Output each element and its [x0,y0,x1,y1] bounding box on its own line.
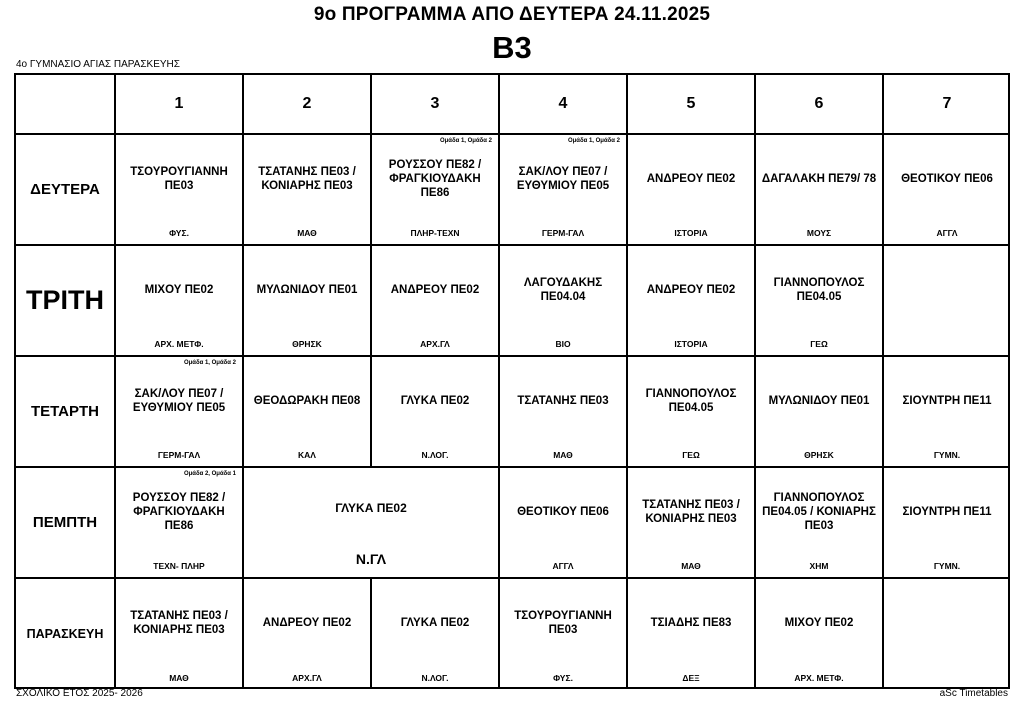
lesson-cell [244,468,500,579]
teacher-name: ΓΙΑΝΝΟΠΟΥΛΟΣ ΠΕ04.05 [773,276,865,303]
subject-code: ΜΑΘ [297,228,317,238]
lesson-cell [628,579,756,689]
subject-code: ΑΡΧ.ΓΛ [292,673,322,683]
subject-code: ΜΑΘ [169,673,189,683]
teacher-name: ΣΑΚ/ΛΟΥ ΠΕ07 / ΕΥΘΥΜΙΟΥ ΠΕ05 [516,165,610,192]
lesson-cell [756,579,884,689]
lesson-cell [884,246,1010,357]
teacher-name: ΓΛΥΚΑ ΠΕ02 [335,500,407,515]
subject-code: ΑΡΧ. ΜΕΤΦ. [794,673,844,683]
lesson-cell [628,135,756,246]
day-name: ΤΕΤΑΡΤΗ [30,403,100,420]
lesson-cell [372,135,500,246]
subject-code: Ν.ΓΛ [355,551,387,567]
teacher-name: ΓΙΑΝΝΟΠΟΥΛΟΣ ΠΕ04.05 [645,387,737,414]
lesson-cell [500,468,628,579]
subject-code: ΒΙΟ [555,339,571,349]
lesson-cell [116,135,244,246]
lesson-cell [244,357,372,468]
teacher-name: ΣΙΟΥΝΤΡΗ ΠΕ11 [902,394,992,407]
day-label-cell [16,357,116,468]
teacher-name: ΤΣΑΤΑΝΗΣ ΠΕ03 / ΚΟΝΙΑΡΗΣ ΠΕ03 [642,498,740,525]
teacher-name: ΑΝΔΡΕΟΥ ΠΕ02 [390,283,480,296]
subject-code: ΔΕΞ [682,673,700,683]
timetable-title: 9ο ΠΡΟΓΡΑΜΜΑ ΑΠΟ ΔΕΥΤΕΡΑ 24.11.2025 [313,4,711,25]
period-header [116,75,244,135]
period-number: 2 [302,95,312,112]
subject-code: ΑΡΧ. ΜΕΤΦ. [154,339,204,349]
subject-code: ΓΕΩ [810,339,828,349]
group-label: Ομάδα 1, Ομάδα 2 [183,360,236,366]
teacher-name: ΛΑΓΟΥΔΑΚΗΣ ΠΕ04.04 [523,276,603,303]
period-header [500,75,628,135]
subject-code: ΙΣΤΟΡΙΑ [674,228,708,238]
lesson-cell [116,468,244,579]
lesson-cell [244,246,372,357]
day-name: ΠΑΡΑΣΚΕΥΗ [26,627,104,641]
period-header [628,75,756,135]
teacher-name: ΜΙΧΟΥ ΠΕ02 [784,617,854,629]
subject-code: ΧΗΜ [809,561,829,571]
lesson-cell [500,357,628,468]
subject-code: ΜΑΘ [553,450,573,460]
subject-code: ΓΕΡΜ-ΓΑΛ [157,450,201,460]
teacher-name [888,246,1006,333]
subject-code: ΑΓΓΛ [552,561,574,571]
lesson-cell [884,135,1010,246]
lesson-cell [628,246,756,357]
subject-code: ΙΣΤΟΡΙΑ [674,339,708,349]
teacher-name: ΡΟΥΣΣΟΥ ΠΕ82 / ΦΡΑΓΚΙΟΥΔΑΚΗ ΠΕ86 [388,158,482,199]
lesson-cell [372,579,500,689]
teacher-name: ΑΝΔΡΕΟΥ ΠΕ02 [262,617,352,629]
school-name: 4ο ΓΥΜΝΑΣΙΟ ΑΓΙΑΣ ΠΑΡΑΣΚΕΥΗΣ [16,59,180,70]
period-header [372,75,500,135]
teacher-name: ΓΛΥΚΑ ΠΕ02 [400,617,470,629]
teacher-name: ΣΙΟΥΝΤΡΗ ΠΕ11 [902,505,992,518]
lesson-cell [756,357,884,468]
lesson-cell [500,135,628,246]
lesson-cell [756,468,884,579]
subject-code: ΤΕΧΝ- ΠΛΗΡ [153,561,205,571]
group-label: Ομάδα 1, Ομάδα 2 [567,138,620,144]
lesson-cell [372,246,500,357]
lesson-cell [884,579,1010,689]
teacher-name [888,579,1006,667]
day-name: ΤΡΙΤΗ [26,285,104,315]
teacher-name: ΜΥΛΩΝΙΔΟΥ ΠΕ01 [768,394,870,407]
teacher-name: ΤΣΙΑΔΗΣ ΠΕ83 [650,617,732,629]
school-year: ΣΧΟΛΙΚΟ ΕΤΟΣ 2025- 2026 [16,688,143,699]
teacher-name: ΓΙΑΝΝΟΠΟΥΛΟΣ ΠΕ04.05 / ΚΟΝΙΑΡΗΣ ΠΕ03 [762,491,876,532]
teacher-name: ΤΣΑΤΑΝΗΣ ΠΕ03 [517,394,609,407]
lesson-cell [116,579,244,689]
class-name: Β3 [492,30,532,65]
subject-code: ΑΓΓΛ [936,228,958,238]
teacher-name: ΑΝΔΡΕΟΥ ΠΕ02 [646,283,736,296]
subject-code: ΜΟΥΣ [806,228,832,238]
subject-code: ΘΡΗΣΚ [292,339,322,349]
teacher-name: ΣΑΚ/ΛΟΥ ΠΕ07 / ΕΥΘΥΜΙΟΥ ΠΕ05 [132,387,226,414]
lesson-cell [884,357,1010,468]
teacher-name: ΡΟΥΣΣΟΥ ΠΕ82 / ΦΡΑΓΚΙΟΥΔΑΚΗ ΠΕ86 [132,491,226,532]
lesson-cell [756,135,884,246]
subject-code: ΓΕΡΜ-ΓΑΛ [541,228,585,238]
subject-code: ΓΥΜΝ. [933,450,961,460]
subject-code: ΦΥΣ. [553,673,573,683]
period-number: 3 [430,95,440,112]
teacher-name: ΤΣΟΥΡΟΥΓΙΑΝΝΗ ΠΕ03 [130,165,228,192]
subject-code: ΓΥΜΝ. [933,561,961,571]
lesson-cell [116,357,244,468]
period-header [884,75,1010,135]
day-label-cell [16,135,116,246]
subject-code: ΓΕΩ [682,450,700,460]
period-number: 6 [814,95,824,112]
subject-code: ΦΥΣ. [169,228,189,238]
subject-code: Ν.ΛΟΓ. [421,673,449,683]
group-label: Ομάδα 1, Ομάδα 2 [439,138,492,144]
group-label: Ομάδα 2, Ομάδα 1 [183,471,236,477]
day-name: ΔΕΥΤΕΡΑ [30,181,100,198]
lesson-cell [244,579,372,689]
day-name: ΠΕΜΠΤΗ [32,514,98,531]
subject-code: ΠΛΗΡ-ΤΕΧΝ [410,228,460,238]
teacher-name: ΘΕΟΤΙΚΟΥ ΠΕ06 [901,172,993,185]
lesson-cell [628,357,756,468]
teacher-name: ΘΕΟΔΩΡΑΚΗ ΠΕ08 [253,394,361,407]
period-header [244,75,372,135]
teacher-name: ΤΣΑΤΑΝΗΣ ΠΕ03 / ΚΟΝΙΑΡΗΣ ΠΕ03 [258,165,356,192]
lesson-cell [628,468,756,579]
lesson-cell [500,246,628,357]
period-number: 1 [174,95,184,112]
subject-code: Ν.ΛΟΓ. [421,450,449,460]
subject-code: ΚΑΛ [298,450,316,460]
corner-cell [16,75,116,135]
teacher-name: ΓΛΥΚΑ ΠΕ02 [400,394,470,407]
teacher-name: ΘΕΟΤΙΚΟΥ ΠΕ06 [517,505,609,518]
lesson-cell [756,246,884,357]
lesson-cell [244,135,372,246]
lesson-cell [500,579,628,689]
period-number: 5 [686,95,696,112]
period-header [756,75,884,135]
subject-code: ΘΡΗΣΚ [804,450,834,460]
teacher-name: ΤΣΑΤΑΝΗΣ ΠΕ03 / ΚΟΝΙΑΡΗΣ ΠΕ03 [130,610,228,636]
day-label-cell [16,468,116,579]
teacher-name: ΑΝΔΡΕΟΥ ΠΕ02 [646,172,736,185]
lesson-cell [884,468,1010,579]
period-number: 7 [942,95,952,112]
timetable-grid [14,73,1010,689]
lesson-cell [116,246,244,357]
subject-code: ΜΑΘ [681,561,701,571]
subject-code: ΑΡΧ.ΓΛ [420,339,450,349]
generator-credit: aSc Timetables [939,688,1008,699]
teacher-name: ΜΙΧΟΥ ΠΕ02 [144,283,214,296]
day-label-cell [16,246,116,357]
lesson-cell [372,357,500,468]
teacher-name: ΜΥΛΩΝΙΔΟΥ ΠΕ01 [256,283,358,296]
teacher-name: ΔΑΓΑΛΑΚΗ ΠΕ79/ 78 [761,172,877,185]
teacher-name: ΤΣΟΥΡΟΥΓΙΑΝΝΗ ΠΕ03 [514,610,612,636]
day-label-cell [16,579,116,689]
period-number: 4 [558,95,568,112]
